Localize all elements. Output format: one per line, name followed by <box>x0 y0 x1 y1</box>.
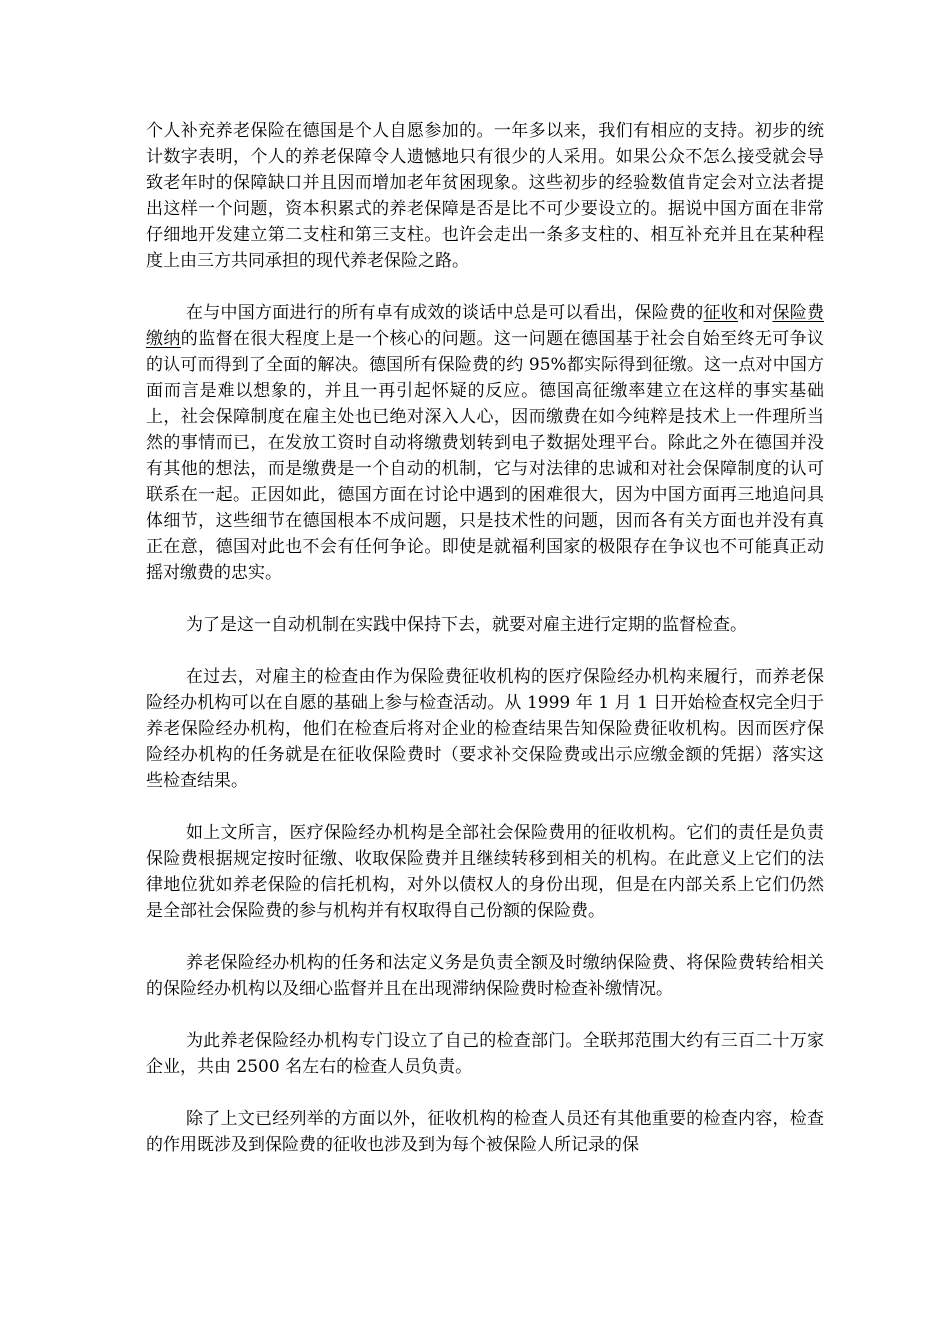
paragraph-pension-duties: 养老保险经办机构的任务和法定义务是负责全额及时缴纳保险费、将保险费转给相关的保险经办机构以及细心监督并且在出现滞纳保险费时检查补缴情况。 <box>146 953 824 999</box>
paragraph-audit-content: 除了上文已经列举的方面以外，征收机构的检查人员还有其他重要的检查内容，检查的作用既涉及到保险费的征收也涉及到为每个被保险人所记录的保 <box>146 1109 824 1155</box>
paragraph-contribution-collection <box>146 300 824 586</box>
paragraph-text: 和对 <box>738 303 773 323</box>
paragraph-text: 在与中国方面进行的所有卓有成效的谈话中总是可以看出，保险费的 <box>186 303 704 323</box>
paragraph-employer-audit: 为了是这一自动机制在实践中保持下去，就要对雇主进行定期的监督检查。 <box>186 615 747 635</box>
link-collection[interactable]: 征收 <box>703 303 738 323</box>
paragraph-audit-history: 在过去，对雇主的检查由作为保险费征收机构的医疗保险经办机构来履行，而养老保险经办机构可以在自愿的基础上参与检查活动。从 1999 年 1 月 1 日开始检查权完全归于养老保险经办机构，他们在检查后将对企业的检查结果告知保险费征收机构。因而医疗保险经办机构的任务就是在征收保险费时（要求补交保险费或出示应缴金额的凭据）落实这些检查结果。 <box>146 667 824 791</box>
paragraph-text: 的监督在很大程度上是一个核心的问题。这一问题在德国基于社会自始至终无可争议的认可而得到了全面的解决。德国所有保险费的约 95%都实际得到征缴。这一点对中国方面而言是难以想象的，并且一再引起怀疑的反应。德国高征缴率建立在这样的事实基础上，社会保障制度在雇主处也已绝对深入人心，因而缴费在如今纯粹是技术上一件理所当然的事情而已，在发放工资时自动将缴费划转到电子数据处理平台。除此之外在德国并没有其他的想法，而是缴费是一个自动的机制，它与对法律的忠诚和对社会保障制度的认可联系在一起。正因如此，德国方面在讨论中遇到的困难很大，因为中国方面再三地追问具体细节，这些细节在德国根本不成问题，只是技术性的问题，因而各有关方面也并没有真正在意，德国对此也不会有任何争论。即使是就福利国家的极限存在争议也不可能真正动摇对缴费的忠实。 <box>146 329 825 583</box>
paragraph-audit-department: 为此养老保险经办机构专门设立了自己的检查部门。全联邦范围大约有三百二十万家企业，共由 2500 名左右的检查人员负责。 <box>146 1031 824 1077</box>
paragraph-health-insurance-role: 如上文所言，医疗保险经办机构是全部社会保险费用的征收机构。它们的责任是负责保险费根据规定按时征缴、收取保险费并且继续转移到相关的机构。在此意义上它们的法律地位犹如养老保险的信托机构，对外以债权人的身份出现，但是在内部关系上它们仍然是全部社会保险费的参与机构并有权取得自己份额的保险费。 <box>146 823 824 921</box>
document-page <box>146 118 824 1158</box>
link-contribution-payment[interactable]: 保险费缴纳 <box>146 303 824 349</box>
paragraph-supplementary-pension: 个人补充养老保险在德国是个人自愿参加的。一年多以来，我们有相应的支持。初步的统计数字表明，个人的养老保障令人遗憾地只有很少的人采用。如果公众不怎么接受就会导致老年时的保障缺口并且因而增加老年贫困现象。这些初步的经验数值肯定会对立法者提出这样一个问题，资本积累式的养老保障是否是比不可少要设立的。据说中国方面在非常仔细地开发建立第二支柱和第三支柱。也许会走出一条多支柱的、相互补充并且在某种程度上由三方共同承担的现代养老保险之路。 <box>146 121 824 271</box>
